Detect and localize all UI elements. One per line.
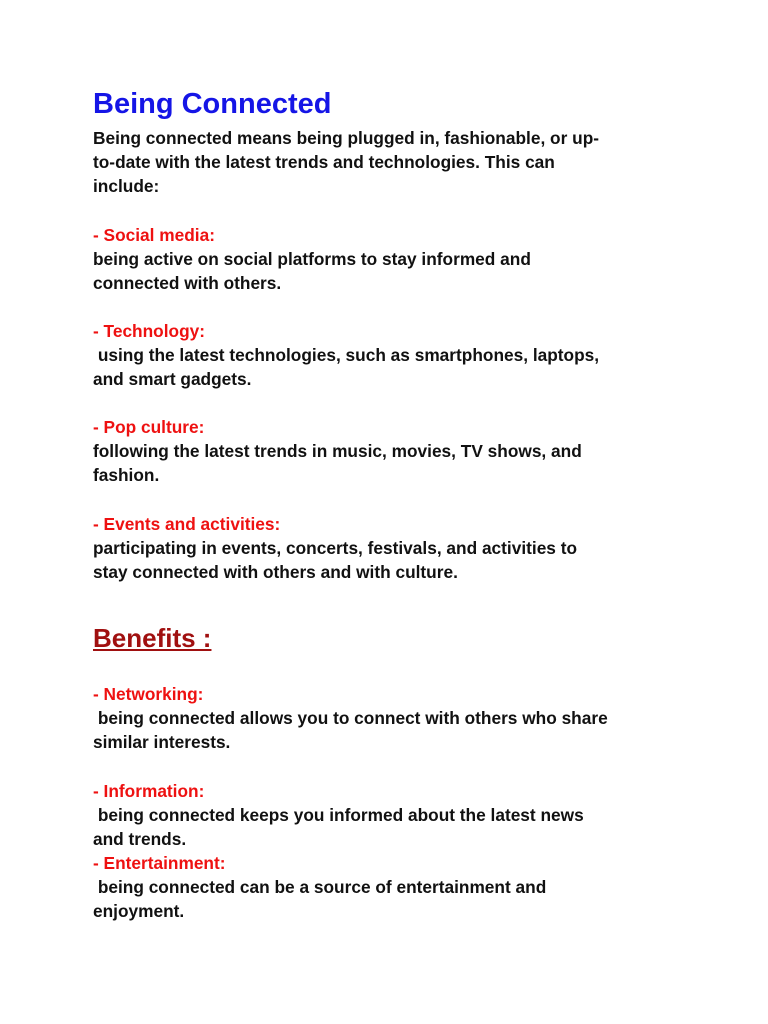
benefit-text-networking: being connected allows you to connect with others who share similar interests. (93, 708, 608, 752)
benefit-text-information: being connected keeps you informed about the latest news and trends. (93, 805, 584, 849)
item-text-technology: using the latest technologies, such as smartphones, laptops, and smart gadgets. (93, 345, 600, 389)
item-text-pop-culture: following the latest trends in music, movies, TV shows, and fashion. (93, 441, 582, 485)
benefits-title: Benefits : (93, 623, 212, 653)
item-text-social-media: being active on social platforms to stay informed and connected with others. (93, 249, 531, 293)
page-title: Being Connected (93, 88, 332, 120)
intro-paragraph: Being connected means being plugged in, fashionable, or up- to-date with the latest trends and technologies. This can include: (93, 128, 599, 196)
item-heading-technology: - Technology: (93, 321, 205, 341)
benefit-heading-entertainment: - Entertainment: (93, 853, 226, 873)
benefit-heading-networking: - Networking: (93, 684, 204, 704)
item-text-events: participating in events, concerts, festivals, and activities to stay connected with others and with culture. (93, 538, 578, 582)
item-heading-pop-culture: - Pop culture: (93, 417, 205, 437)
item-heading-social-media: - Social media: (93, 225, 215, 245)
benefit-text-entertainment: being connected can be a source of entertainment and enjoyment. (93, 877, 547, 921)
item-heading-events: - Events and activities: (93, 514, 281, 534)
benefit-heading-information: - Information: (93, 781, 205, 801)
